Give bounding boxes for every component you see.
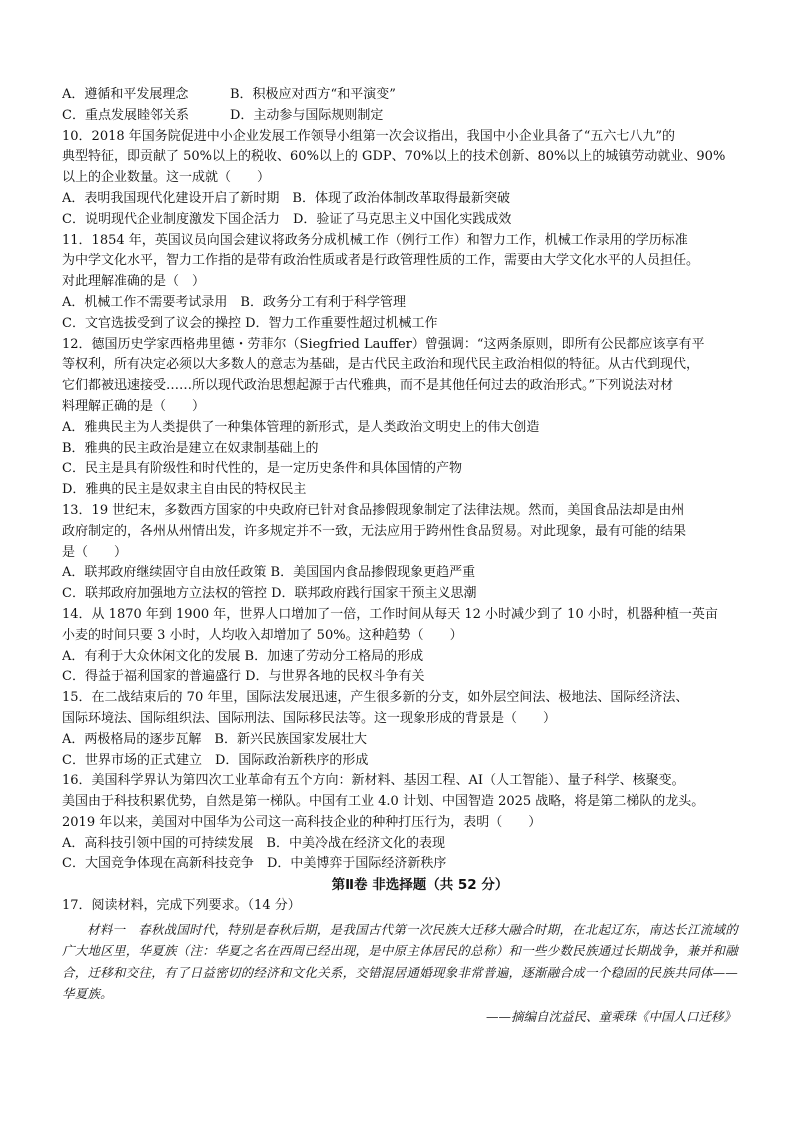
question-stem-line: 以上的企业数量。这一成就（ ）	[62, 170, 271, 186]
question-15	[62, 688, 738, 771]
question-stem-line: 13．19 世纪末，多数西方国家的中央政府已针对食品掺假现象制定了法律法规。然而，美国食品法却是由州	[62, 502, 685, 518]
option-line: A．雅典民主为人类提供了一种集体管理的新形式，是人类政治文明史上的伟大创造	[62, 419, 540, 435]
question-stem-line: 料理解正确的是（ ）	[62, 398, 206, 414]
question-stem-line: 为中学文化水平，智力工作指的是带有政治性质或者是行政管理性质的工作，需要由大学文化水平的人员担任。	[62, 253, 700, 269]
material-passage: 材料一 春秋战国时代，特别是春秋后期，是我国古代第一次民族大迁移大融合时期，在北起辽东，南达长江流域的广大地区里，华夏族（注：华夏之名在西周已经出现，是中原主体居民的总称）和一些少数民族通过长期战争，兼并和融合，迁移和交往，有了日益密切的经济和文化关系，交错混居通婚现象非常普遍，逐渐融合成一个稳固的民族共同体——华夏族。	[62, 921, 738, 1002]
option-line: B．雅典的民主政治是建立在奴隶制基础上的	[62, 440, 319, 456]
options-row	[62, 85, 738, 106]
option-a: A．遵循和平发展理念	[62, 87, 189, 102]
question-stem-line: 17．阅读材料，完成下列要求。（14 分）	[62, 898, 301, 914]
question-stem-line: 它们都被迅速接受……所以现代政治思想起源于古代雅典，而不是其他任何过去的政治形式。”下列说法对材	[62, 378, 674, 394]
option-line: A．表明我国现代化建设开启了新时期 B．体现了政治体制改革取得最新突破	[62, 190, 510, 206]
option-line: C．联邦政府加强地方立法权的管控 D．联邦政府践行国家干预主义思潮	[62, 586, 477, 602]
question-11	[62, 231, 738, 335]
page-content	[62, 85, 738, 1028]
option-line: C．民主是具有阶级性和时代性的，是一定历史条件和具体国情的产物	[62, 461, 462, 477]
option-c: C．重点发展睦邻关系	[62, 107, 189, 123]
question-stem-line: 10．2018 年国务院促进中小企业发展工作领导小组第一次会议指出，我国中小企业具备了“五六七八九”的	[62, 128, 676, 144]
option-b: B．积极应对西方“和平演变”	[230, 87, 396, 102]
option-line: C．大国竞争体现在高新科技竞争 D．中美博弈于国际经济新秩序	[62, 856, 447, 872]
option-line: C．说明现代企业制度激发下国企活力 D．验证了马克思主义中国化实践成效	[62, 211, 512, 227]
question-stem-line: 国际环境法、国际组织法、国际刑法、国际移民法等。这一现象形成的背景是（ ）	[62, 710, 557, 726]
question-stem-line: 小麦的时间只要 3 小时，人均收入却增加了 50%。这种趋势（ ）	[62, 627, 463, 643]
option-d: D．主动参与国际规则制定	[230, 107, 384, 123]
question-stem-line: 政府制定的，各州从州情出发，许多规定并不一致，无法应用于跨州性食品贸易。对此现象，最有可能的结果	[62, 523, 687, 539]
question-stem-line: 美国由于科技积累优势，自然是第一梯队。中国有工业 4.0 计划、中国智造 2025 战略，将是第二梯队的龙头。	[62, 794, 705, 810]
option-line: D．雅典的民主是奴隶主自由民的特权民主	[62, 482, 307, 498]
question-stem-line: 15．在二战结束后的 70 年里，国际法发展迅速，产生很多新的分支，如外层空间法、极地法、国际经济法、	[62, 690, 689, 706]
option-line: A．有利于大众休闲文化的发展 B．加速了劳动分工格局的形成	[62, 648, 424, 664]
question-13	[62, 501, 738, 605]
question-stem-line: 对此理解准确的是（ ）	[62, 274, 206, 290]
question-10	[62, 127, 738, 231]
option-line: C．得益于福利国家的普遍盛行 D．与世界各地的民权斗争有关	[62, 669, 425, 685]
option-line: A．两极格局的逐步瓦解 B．新兴民族国家发展壮大	[62, 731, 367, 747]
question-stem-line: 16．美国科学界认为第四次工业革命有五个方向：新材料、基因工程、AI（人工智能）、量子科学、核聚变。	[62, 773, 685, 789]
question-stem-line: 等权利，所有决定必须以大多数人的意志为基础，是古代民主政治和现代民主政治相似的特征。从古代到现代，	[62, 357, 700, 373]
option-line: A．高科技引领中国的可持续发展 B．中美冷战在经济文化的表现	[62, 835, 445, 851]
question-stem-line: 是（ ）	[62, 544, 128, 560]
question-12	[62, 335, 738, 501]
question-14	[62, 605, 738, 688]
option-line: A．联邦政府继续固守自由放任政策 B．美国国内食品掺假现象更趋严重	[62, 565, 476, 581]
option-line: C．世界市场的正式建立 D．国际政治新秩序的形成	[62, 752, 369, 768]
question-16	[62, 771, 738, 875]
options-row	[62, 106, 738, 127]
option-line: A．机械工作不需要考试录用 B．政务分工有利于科学管理	[62, 294, 406, 310]
section-title: 第Ⅱ卷 非选择题（共 52 分）	[331, 877, 509, 894]
question-17	[62, 896, 738, 1028]
question-stem-line: 2019 年以来，美国对中国华为公司这一高科技企业的种种打压行为，表明（ ）	[62, 814, 542, 830]
material-source: ——摘编自沈益民、童乘珠《中国人口迁移》	[485, 1008, 736, 1024]
question-stem-line: 14．从 1870 年到 1900 年，世界人口增加了一倍，工作时间从每天 12 小时减少到了 10 小时，机器种植一英亩	[62, 606, 718, 622]
option-line: C．文官选拔受到了议会的操控 D．智力工作重要性超过机械工作	[62, 315, 438, 331]
question-stem-line: 11．1854 年，英国议员向国会建议将政务分成机械工作（例行工作）和智力工作，机械工作录用的学历标准	[62, 232, 688, 248]
question-stem-line: 12．德国历史学家西格弗里德・劳菲尔（Siegfried Lauffer）曾强调：“这两条原则，即所有公民都应该享有平	[62, 336, 705, 352]
question-stem-line: 典型特征，即贡献了 50%以上的税收、60%以上的 GDP、70%以上的技术创新、80%以上的城镇劳动就业、90%	[62, 149, 726, 165]
